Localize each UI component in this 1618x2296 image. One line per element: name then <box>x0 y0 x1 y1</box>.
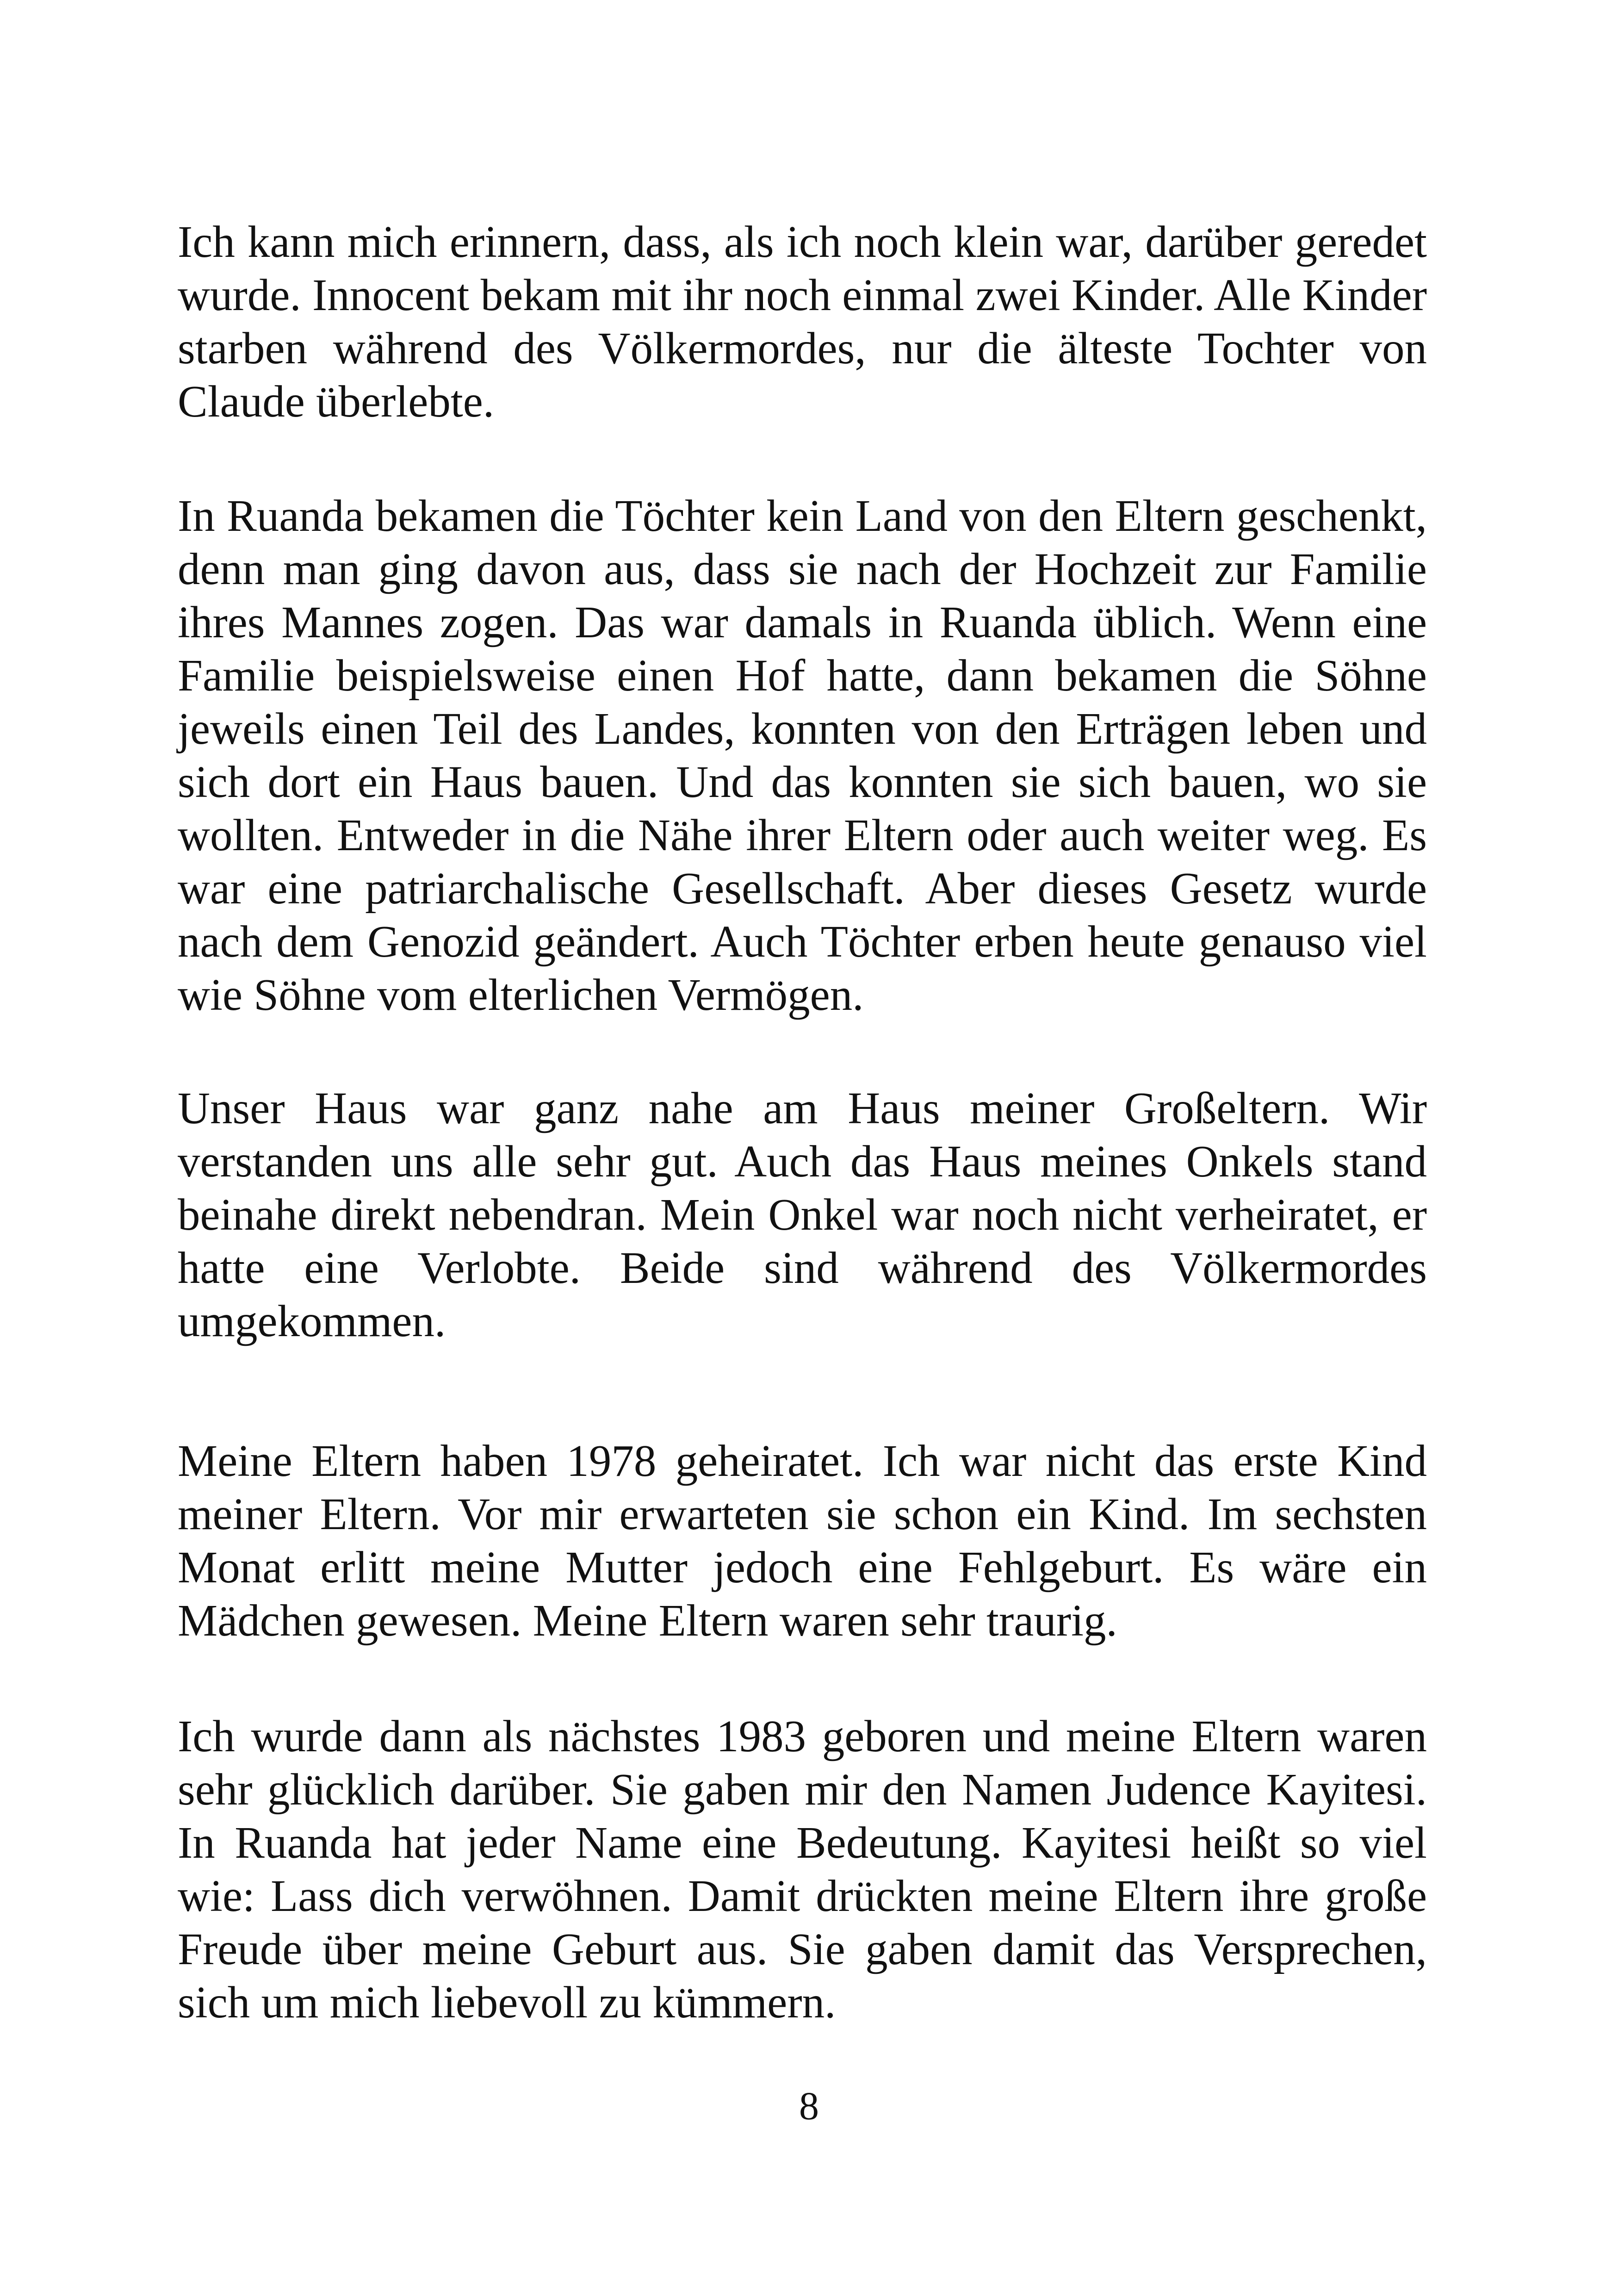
page-number: 8 <box>799 2084 819 2128</box>
paragraph: In Ruanda bekamen die Töchter kein Land von den Eltern geschenkt, denn man ging davon aus, dass sie nach der Hochzeit zur Familie ihres Mannes zogen. Das war damals in Ruanda üblich. Wenn eine Familie beispielsweise einen Hof hatte, dann bekamen die Söhne jeweils einen Teil des Landes, konnten von den Erträgen leben und sich dort ein Haus bauen. Und das konnten sie sich bauen, wo sie wollten. Entweder in die Nähe ihrer Eltern oder auch weiter weg. Es war eine patriarchalische Gesellschaft. Aber dieses Gesetz wurde nach dem Genozid geändert. Auch Töchter erben heute genauso viel wie Söhne vom elterlichen Vermögen. <box>178 491 1427 1020</box>
paragraph: Unser Haus war ganz nahe am Haus meiner Großeltern. Wir verstanden uns alle sehr gut. Auch das Haus meines Onkels stand beinahe direkt nebendran. Mein Onkel war noch nicht verheiratet, er hatte eine Verlobte. Beide sind während des Völkermordes umgekommen. <box>178 1083 1427 1346</box>
paragraph: Ich kann mich erinnern, dass, als ich noch klein war, darüber geredet wurde. Innocent bekam mit ihr noch einmal zwei Kinder. Alle Kinder starben während des Völkermordes, nur die älteste Tochter von Claude überlebte. <box>178 217 1427 426</box>
paragraph: Meine Eltern haben 1978 geheiratet. Ich war nicht das erste Kind meiner Eltern. Vor mir erwarteten sie schon ein Kind. Im sechsten Monat erlitt meine Mutter jedoch eine Fehlgeburt. Es wäre ein Mädchen gewesen. Meine Eltern waren sehr traurig. <box>178 1436 1427 1645</box>
paragraph: Ich wurde dann als nächstes 1983 geboren und meine Eltern waren sehr glücklich darüber. Sie gaben mir den Namen Judence Kayitesi. In Ruanda hat jeder Name eine Bedeutung. Kayitesi heißt so viel wie: Lass dich verwöhnen. Damit drückten meine Eltern ihre große Freude über meine Geburt aus. Sie gaben damit das Versprechen, sich um mich liebevoll zu kümmern. <box>178 1711 1427 2027</box>
